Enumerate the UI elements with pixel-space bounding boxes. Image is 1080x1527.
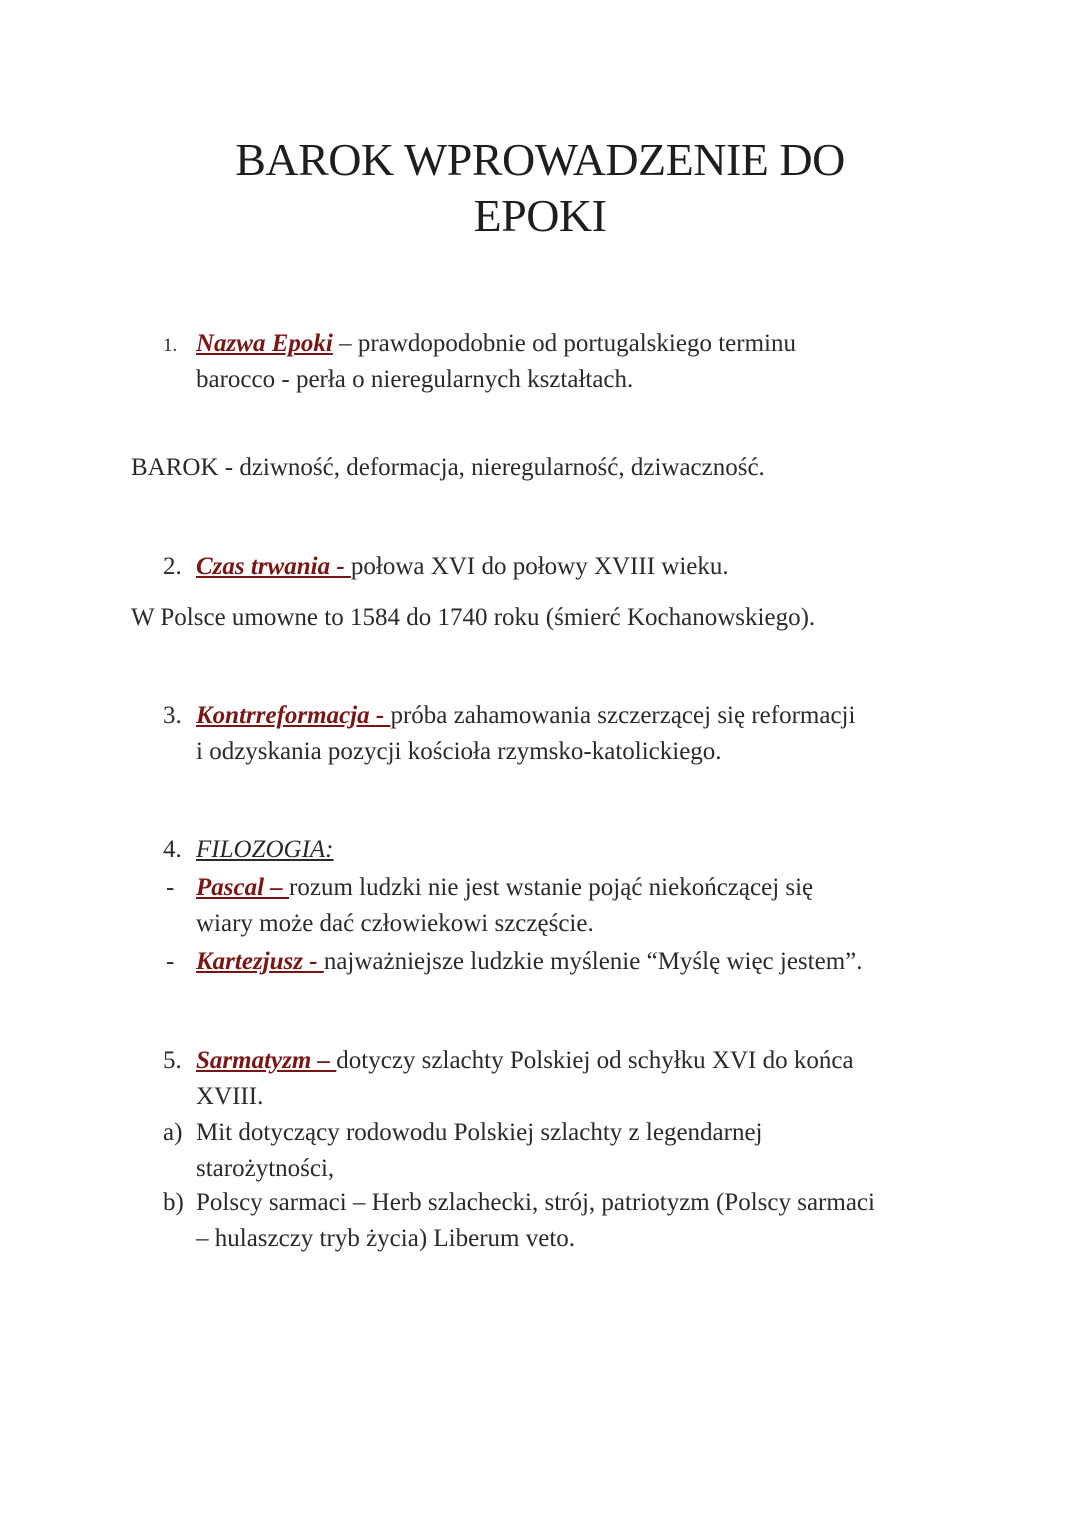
item-a-label: a) [163, 1119, 183, 1146]
section-3-continuation: i odzyskania pozycji kościoła rzymsko-katolickiego. [196, 738, 722, 765]
bullet-kartezjusz-term: Kartezjusz - [196, 948, 324, 975]
bullet-dash-1: - [166, 874, 175, 901]
bullet-dash-2: - [166, 948, 175, 975]
item-a-text: Mit dotyczący rodowodu Polskiej szlachty z legendarnej [196, 1119, 763, 1146]
section-1-continuation: barocco - perła o nieregularnych kształtach. [196, 366, 634, 393]
section-4-heading-text: FILOZOGIA: [196, 836, 334, 863]
section-4-number: 4. [163, 836, 182, 863]
page-title-line-1: BAROK WPROWADZENIE DO [235, 134, 845, 185]
page-title-line-2: EPOKI [473, 190, 607, 241]
section-3-line [196, 698, 855, 734]
bullet-pascal-continuation: wiary może dać człowiekowi szczęście. [196, 910, 594, 937]
barok-definition: BAROK - dziwność, deformacja, nieregularność, dziwaczność. [131, 454, 765, 481]
item-b-text: Polscy sarmaci – Herb szlachecki, strój, patriotyzm (Polscy sarmaci [196, 1189, 875, 1216]
section-4-heading [196, 832, 334, 868]
section-3-term: Kontrreformacja - [196, 702, 391, 729]
page-title [0, 132, 1080, 244]
polska-period: W Polsce umowne to 1584 do 1740 roku (śmierć Kochanowskiego). [131, 604, 816, 631]
section-5-term: Sarmatyzm – [196, 1047, 337, 1074]
section-3-number: 3. [163, 702, 182, 729]
bullet-pascal-text: rozum ludzki nie jest wstanie pojąć niekończącej się [289, 874, 814, 901]
section-2-text: połowa XVI do połowy XVIII wieku. [350, 553, 729, 580]
bullet-kartezjusz [196, 944, 863, 980]
section-5-text: dotyczy szlachty Polskiej od schyłku XVI do końca [336, 1047, 854, 1074]
section-5-line [196, 1043, 854, 1079]
section-5-number: 5. [163, 1047, 182, 1074]
bullet-pascal [196, 870, 813, 906]
section-2-line [196, 549, 729, 585]
section-1-number: 1. [163, 335, 178, 356]
section-1-text: – prawdopodobnie od portugalskiego terminu [332, 330, 796, 357]
item-b-label: b) [163, 1189, 184, 1216]
bullet-kartezjusz-text: najważniejsze ludzkie myślenie “Myślę więc jestem”. [323, 948, 863, 975]
section-2-number: 2. [163, 553, 182, 580]
item-b-continuation: – hulaszczy tryb życia) Liberum veto. [196, 1225, 576, 1252]
section-1-term: Nazwa Epoki [196, 330, 333, 357]
section-1-line [196, 326, 796, 362]
item-a-continuation: starożytności, [196, 1155, 335, 1182]
bullet-pascal-term: Pascal – [196, 874, 290, 901]
section-3-text: próba zahamowania szczerzącej się reformacji [390, 702, 856, 729]
section-5-continuation: XVIII. [196, 1083, 264, 1110]
section-2-term: Czas trwania - [196, 553, 351, 580]
